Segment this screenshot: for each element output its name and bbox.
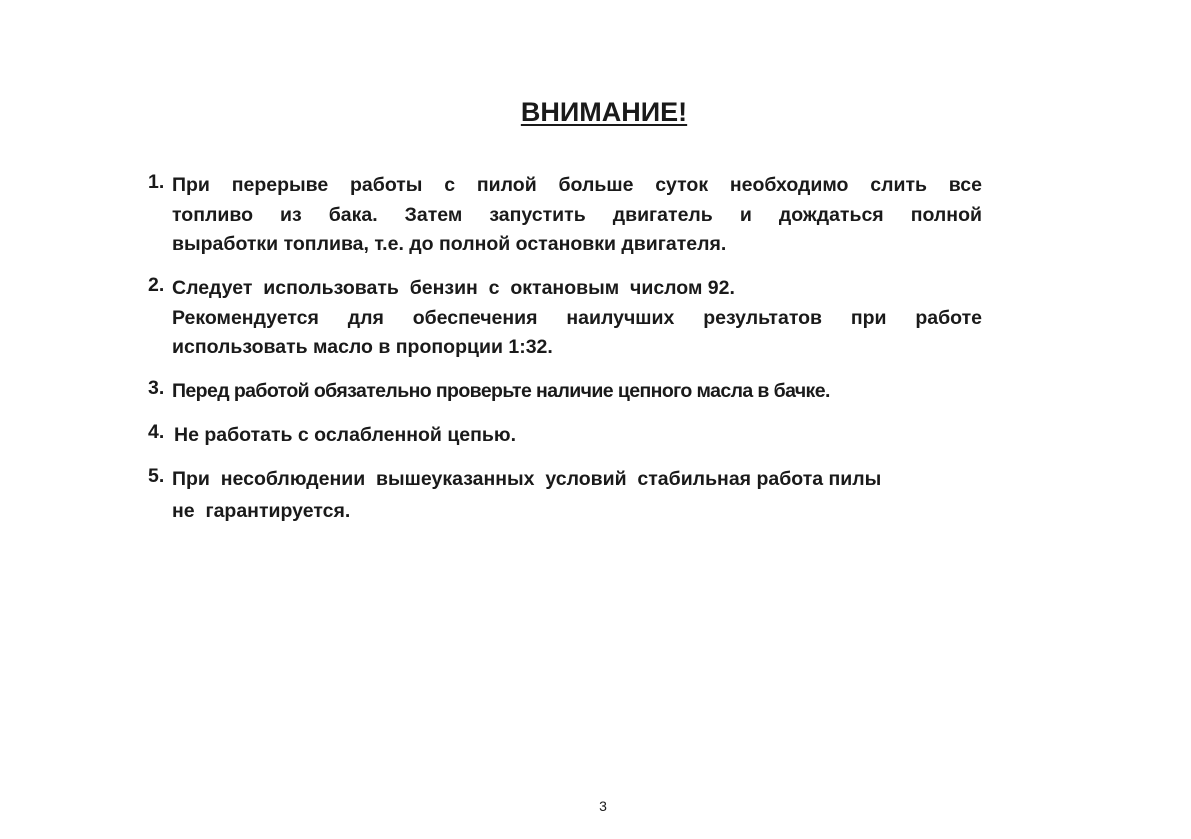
item-number: 2. bbox=[148, 274, 165, 296]
item-number: 4. bbox=[148, 421, 165, 443]
list-item-1 bbox=[148, 171, 982, 260]
item-line: выработки топлива, т.е. до полной остановки двигателя. bbox=[172, 233, 727, 255]
item-line: При несоблюдении вышеуказанных условий стабильная работа пилы bbox=[172, 468, 882, 490]
item-line: Перед работой обязательно проверьте наличие цепного масла в бачке. bbox=[172, 380, 830, 402]
page-number: 3 bbox=[599, 798, 607, 814]
item-line: Рекомендуется для обеспечения наилучших результатов при работе bbox=[172, 306, 982, 329]
list-item-3 bbox=[148, 377, 830, 407]
item-line: Не работать с ослабленной цепью. bbox=[174, 424, 516, 446]
item-number: 1. bbox=[148, 171, 165, 193]
list-item-5 bbox=[148, 465, 882, 524]
item-line: топливо из бака. Затем запустить двигатель и дождаться полной bbox=[172, 203, 982, 226]
item-number: 3. bbox=[148, 377, 165, 399]
item-line: При перерыве работы с пилой больше суток необходимо слить все bbox=[172, 174, 982, 196]
page-title: ВНИМАНИЕ! bbox=[520, 97, 688, 127]
item-line: не гарантируется. bbox=[172, 499, 351, 522]
list-item-4 bbox=[148, 421, 516, 451]
item-line: Следует использовать бензин с октановым числом 92. bbox=[172, 277, 735, 299]
item-number: 5. bbox=[148, 465, 165, 487]
list-item-2 bbox=[148, 274, 982, 363]
item-line: использовать масло в пропорции 1:32. bbox=[172, 336, 553, 358]
